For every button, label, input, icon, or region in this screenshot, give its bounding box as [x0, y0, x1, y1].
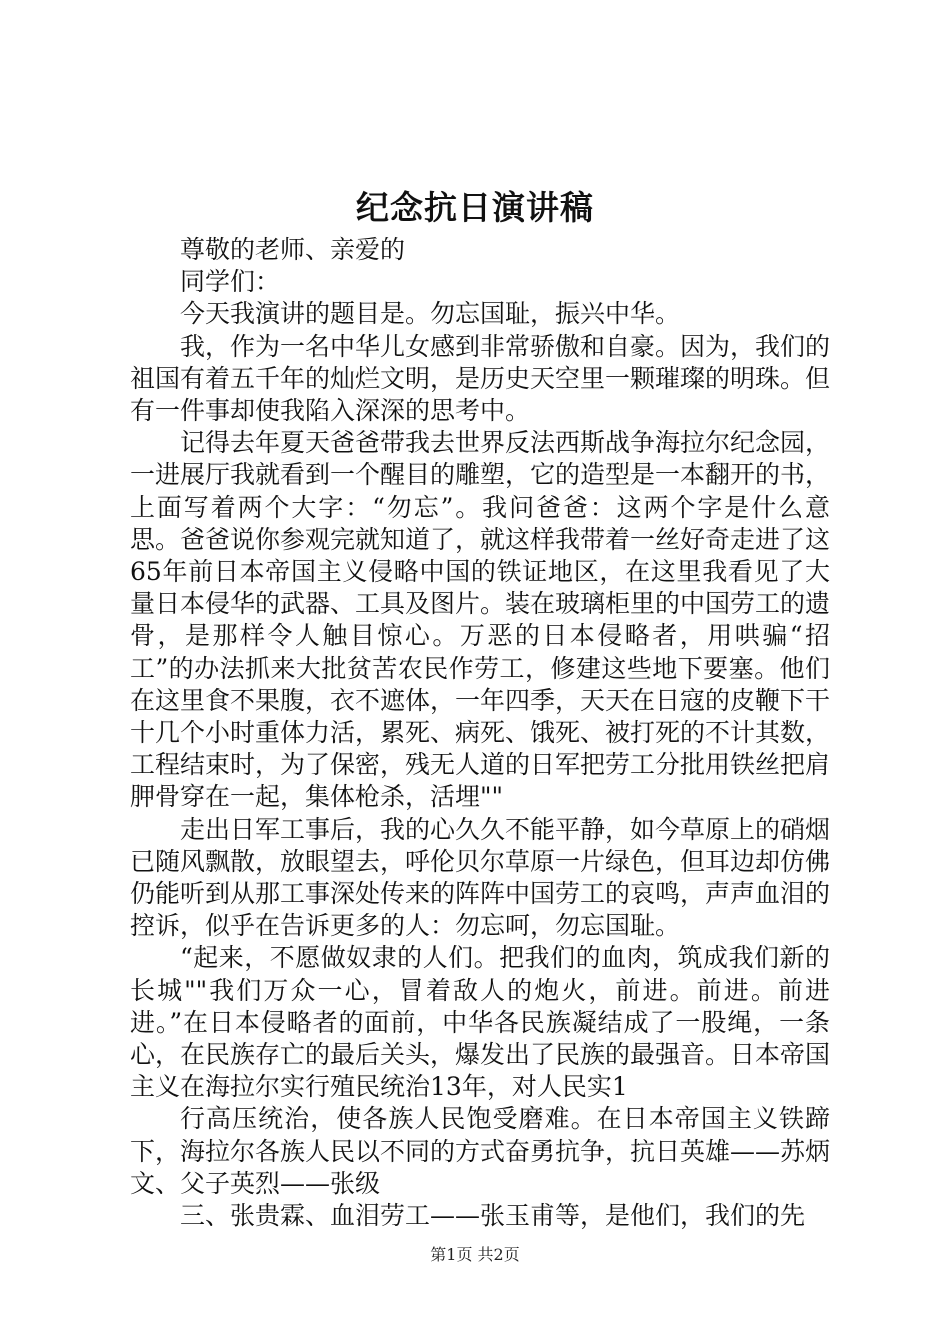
- paragraph-heroes: 三、张贵霖、血泪劳工——张玉甫等，是他们，我们的先: [180, 1201, 806, 1231]
- page-footer: 第1页 共2页: [430, 1245, 520, 1264]
- paragraph-resistance: 行高压统治，使各族人民饱受磨难。在日本帝国主义铁蹄下，海拉尔各族人民以不同的方式奋勇抗争，抗日英雄——苏炳文、父子英烈——张级: [130, 1104, 831, 1198]
- paragraph-anthem: “起来，不愿做奴隶的人们。把我们的血肉，筑成我们新的长城""我们万众一心，冒着敌人的炮火，前进。前进。前进进。”在日本侵略者的面前，中华各民族凝结成了一股绳，一条心，在民族存亡的最后关头，爆发出了民族的最强音。日本帝国主义在海拉尔实行殖民统治13年，对人民实1: [130, 943, 831, 1102]
- paragraph-pride: 我，作为一名中华儿女感到非常骄傲和自豪。因为，我们的祖国有着五千年的灿烂文明，是历史天空里一颗璀璨的明珠。但有一件事却使我陷入深深的思考中。: [130, 331, 831, 426]
- paragraph-topic: 今天我演讲的题目是。勿忘国耻，振兴中华。: [180, 299, 681, 329]
- paragraph-memorial-visit: 记得去年夏天爸爸带我去世界反法西斯战争海拉尔纪念园，一进展厅我就看到一个醒目的雕塑，它的造型是一本翻开的书，上面写着两个大字：“勿忘”。我问爸爸：这两个字是什么意思。爸爸说你参观完就知道了，就这样我带着一丝好奇走进了这65年前日本帝国主义侵略中国的铁证地区，在这里我看见了大量日本侵华的武器、工具及图片。装在玻璃柜里的中国劳工的遗骨，是那样令人触目惊心。万恶的日本侵略者，用哄骗“招工”的办法抓来大批贫苦农民作劳工，修建这些地下要塞。他们在这里食不果腹，衣不遮体，一年四季，天天在日寇的皮鞭下干十几个小时重体力活，累死、病死、饿死、被打死的不计其数，工程结束时，为了保密，残无人道的日军把劳工分批用铁丝把肩胛骨穿在一起，集体枪杀，活埋"": [130, 428, 831, 812]
- document-title: 纪念抗日演讲稿: [356, 188, 594, 227]
- salutation-line-1: 尊敬的老师、亲爱的: [180, 235, 406, 264]
- document-body: [130, 234, 830, 1232]
- paragraph-reflection: 走出日军工事后，我的心久久不能平静，如今草原上的硝烟已随风飘散，放眼望去，呼伦贝尔草原一片绿色，但耳边却仿佛仍能听到从那工事深处传来的阵阵中国劳工的哀鸣，声声血泪的控诉，似乎在告诉更多的人：勿忘呵，勿忘国耻。: [130, 814, 831, 941]
- salutation-line-2: 同学们：: [180, 267, 281, 297]
